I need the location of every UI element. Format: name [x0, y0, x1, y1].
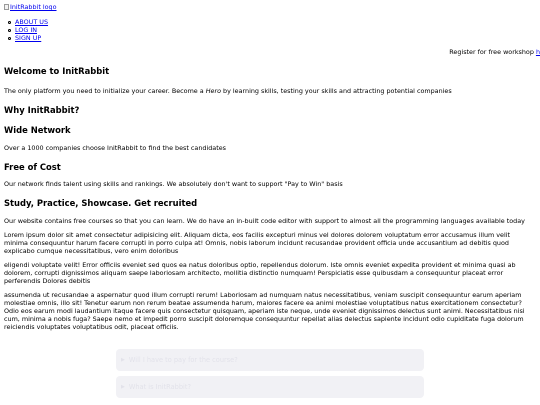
lorem-paragraph: Lorem ipsum dolor sit amet consectetur adipisicing elit. Aliquam dicta, eos facilis excepturi minus vel dolores dolorem voluptatum error accusamus illum velit minima consequuntur harum facere corrupti in porro culpa at! Omnis, nobis laborum incidunt recusandae provident officia unde accusantium ad debitis quod explicabo cumque necessitatibus, vero enim doloribus [4, 230, 511, 255]
intro-paragraph [4, 87, 536, 95]
triangle-right-icon: ▶ [121, 356, 125, 363]
nav-link-log-in[interactable]: LOG IN [15, 26, 38, 34]
intro-text-after: by learning skills, testing your skills and attracting potential companies [220, 86, 452, 95]
workshop-banner [449, 48, 540, 56]
main-nav [8, 18, 48, 42]
faq-item-pay[interactable] [116, 349, 424, 371]
why-heading: Why InitRabbit? [4, 104, 80, 115]
free-of-cost-text: Our network finds talent using skills and rankings. We absolutely don't want to support "Pay to Win" basis [4, 180, 343, 188]
nav-item-login [8, 26, 48, 34]
intro-emphasis: Hero [205, 86, 221, 95]
nav-link-about-us[interactable]: ABOUT US [15, 18, 49, 26]
logo-alt-text: InitRabbit logo [10, 3, 57, 11]
intro-text-before: The only platform you need to initialize your career. Become a [4, 86, 206, 95]
nav-item-about [8, 18, 48, 26]
free-of-cost-heading: Free of Cost [4, 161, 61, 172]
wide-network-heading: Wide Network [4, 125, 71, 135]
lorem-paragraph: assumenda ut recusandae a aspernatur quod illum corrupti rerum! Laboriosam ad numquam natus necessitatibus, veniam suscipit consequuntur earum aperiam molestiae omnis, illo sit! Tenetur earum non rerum beatae assumenda harum, maiores facere ea animi molestiae voluptatibus natus exercitationem consectetur? Odio eos earum modi laudantium itaque facere quis consectetur quisquam, aperiam iste neque, unde eveniet dignissimos delectus sunt animi. Necessitatibus nisi cum, minima a nobis fuga? Saepe nemo et impedit porro suscipit doloremque consequuntur repellat alias delectus sapiente incidunt odio cupiditate fuga dolorum reiciendis voluptates voluptatibus odit, placeat officiis. [4, 290, 525, 331]
nav-link-sign-up[interactable]: SIGN UP [15, 34, 42, 42]
lorem-paragraph: eligendi voluptate velit! Error officiis eveniet sed quos ea natus doloribus optio, repellendus dolorum. Iste omnis eveniet expedita provident et minima quasi ab dolorem, corrupti dignissimos aliquam saepe laboriosam architecto, mollitia distinctio numquam! Perspiciatis esse quibusdam a consequuntur placeat error perferendis Dolores debitis [4, 260, 516, 285]
wide-network-text: Over a 1000 companies choose InitRabbit to find the best candidates [4, 143, 226, 152]
faq-label: What is InitRabbit? [128, 382, 191, 391]
register-link[interactable]: h [535, 48, 540, 56]
faq-label: Will I have to pay for the course? [128, 355, 238, 364]
bullet-icon [8, 21, 11, 24]
nav-item-signup [8, 34, 48, 42]
bullet-icon [8, 37, 11, 40]
register-text: Register for free workshop [449, 48, 534, 56]
bullet-icon [8, 29, 11, 32]
main-content [4, 66, 536, 337]
broken-image-icon [4, 4, 9, 10]
study-paragraph: Our website contains free courses so that you can learn. We do have an in-built code editor with support to almost all the programming languages available today [4, 216, 525, 225]
triangle-right-icon: ▶ [121, 383, 125, 390]
welcome-heading: Welcome to InitRabbit [4, 66, 110, 76]
faq-item-what[interactable] [116, 376, 424, 398]
logo-link[interactable] [4, 3, 57, 11]
study-heading: Study, Practice, Showcase. Get recruited [4, 198, 198, 208]
